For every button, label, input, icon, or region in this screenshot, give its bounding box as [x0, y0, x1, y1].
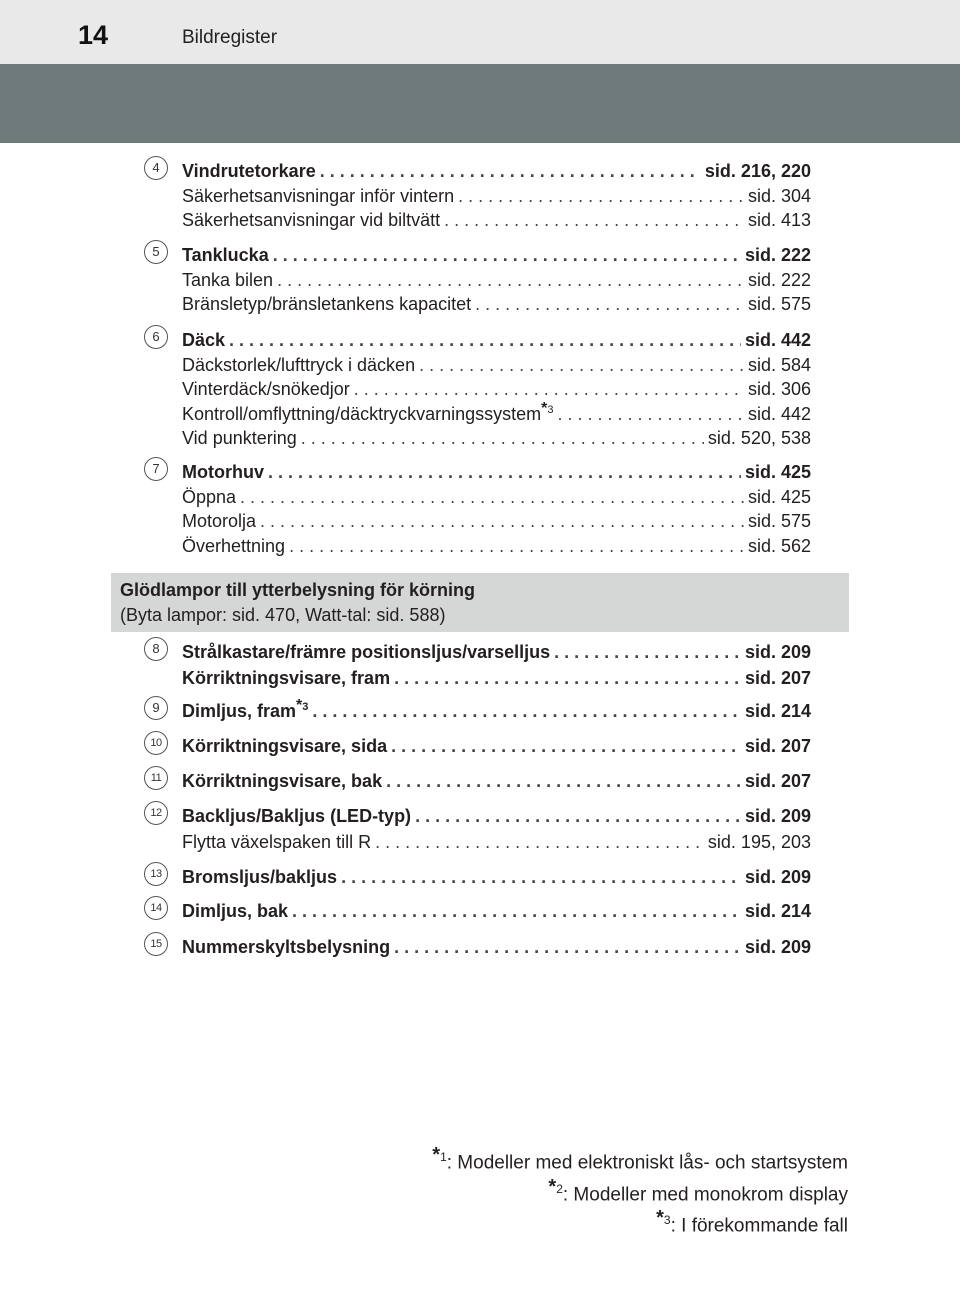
- entry-sub-row[interactable]: [182, 426, 811, 450]
- entry-title: [182, 734, 387, 758]
- entry-title: [182, 899, 288, 923]
- entry-title-row[interactable]: [182, 159, 811, 183]
- entry-number-badge: 9: [144, 696, 168, 720]
- entry-title-text: Vinterdäck/snökedjor: [182, 379, 350, 399]
- dot-leader: [415, 804, 741, 828]
- entry-number-badge: 7: [144, 457, 168, 481]
- entry-sub-row[interactable]: [182, 377, 811, 401]
- entry-title: [182, 292, 471, 316]
- header-band: [0, 64, 960, 143]
- dot-leader: [229, 328, 741, 352]
- footnote-ref: [541, 401, 554, 417]
- entry-title-text: Flytta växelspaken till R: [182, 832, 372, 852]
- entry-page-ref: sid. 562: [747, 535, 811, 556]
- entry-page-ref: sid. 214: [744, 901, 811, 921]
- dot-leader: [375, 830, 704, 854]
- asterisk-icon: *: [296, 699, 303, 714]
- footnote-text: : Modeller med monokrom display: [562, 1184, 848, 1206]
- entry-title-text: Säkerhetsanvisningar inför vintern: [182, 185, 455, 206]
- entry-number-badge: 12: [144, 801, 168, 825]
- dot-leader: [391, 734, 741, 758]
- asterisk-icon: *: [541, 401, 548, 417]
- entry-title: [182, 268, 273, 292]
- entry-title-row[interactable]: [182, 734, 811, 758]
- lamp-section-subheading: (Byta lampor: sid. 470, Watt-tal: sid. 588): [120, 605, 446, 625]
- entry-title-text: Motorolja: [182, 511, 257, 531]
- dot-leader: [458, 184, 744, 208]
- entry-page-ref: sid. 214: [744, 701, 811, 721]
- entry-sub-row[interactable]: [182, 666, 811, 690]
- dot-leader: [419, 353, 744, 377]
- entry-title-text: Tanka bilen: [182, 269, 274, 290]
- entry-page-ref: sid. 209: [744, 642, 811, 662]
- entry-title-row[interactable]: [182, 328, 811, 352]
- entry-title-row[interactable]: [182, 243, 811, 267]
- dot-leader: [292, 899, 741, 923]
- entry-title-text: Öppna: [182, 486, 237, 507]
- entry-sub-row[interactable]: [182, 353, 811, 377]
- entry-title: [182, 377, 350, 401]
- entry-title: [182, 509, 256, 533]
- entry-title-row[interactable]: [182, 699, 811, 723]
- footnote: [548, 1175, 848, 1207]
- dot-leader: [320, 159, 701, 183]
- entry-title: [182, 426, 297, 450]
- footnote-mark-number: 1: [440, 1150, 447, 1164]
- entry-sub-row[interactable]: [182, 268, 811, 292]
- entry-page-ref: sid. 520, 538: [707, 428, 811, 448]
- entry-title-text: Kontroll/omflyttning/däcktryckvarningssystem: [182, 403, 542, 424]
- entry-page-ref: sid. 575: [747, 511, 811, 531]
- section-title: Bildregister: [182, 27, 278, 48]
- dot-leader: [277, 268, 744, 292]
- entry-title: [182, 830, 371, 854]
- dot-leader: [273, 243, 741, 267]
- dot-leader: [444, 208, 744, 232]
- dot-leader: [289, 534, 744, 558]
- entry-title-text: Körriktningsvisare, fram: [182, 668, 391, 688]
- footnote-mark: [656, 1207, 671, 1229]
- dot-leader: [268, 460, 741, 484]
- entry-title: [182, 485, 236, 509]
- footnote-text: : Modeller med elektroniskt lås- och startsystem: [446, 1152, 848, 1174]
- dot-leader: [394, 666, 741, 690]
- page-header: [0, 0, 960, 64]
- footnote-ref-number: 3: [302, 701, 309, 713]
- entry-sub-row[interactable]: [182, 509, 811, 533]
- entry-page-ref: sid. 195, 203: [707, 832, 811, 852]
- dot-leader: [386, 769, 741, 793]
- entry-number-badge: 10: [144, 731, 168, 755]
- entry-page-ref: sid. 304: [747, 185, 811, 206]
- entry-title: [182, 865, 337, 889]
- entry-page-ref: sid. 425: [747, 486, 811, 507]
- footnote-ref: [296, 701, 308, 713]
- entry-title: [182, 460, 264, 484]
- dot-leader: [394, 935, 741, 959]
- entry-sub-row[interactable]: [182, 292, 811, 316]
- entry-title-row[interactable]: [182, 769, 811, 793]
- entry-title: [182, 159, 316, 183]
- entry-page-ref: sid. 209: [744, 867, 811, 887]
- entry-page-ref: sid. 425: [744, 462, 811, 482]
- entry-number-badge: 5: [144, 240, 168, 264]
- entry-title: [182, 640, 550, 664]
- entry-page-ref: sid. 584: [747, 354, 811, 375]
- footnote: [432, 1143, 848, 1175]
- entry-title-row[interactable]: [182, 804, 811, 828]
- entry-sub-row[interactable]: [182, 830, 811, 854]
- entry-page-ref: sid. 216, 220: [704, 161, 811, 181]
- entry-number-badge: 8: [144, 637, 168, 661]
- entry-title: [182, 353, 415, 377]
- entry-title: [182, 208, 440, 232]
- entry-sub-row[interactable]: [182, 534, 811, 558]
- footnote-mark: [548, 1176, 563, 1198]
- dot-leader: [558, 402, 744, 426]
- asterisk-icon: *: [656, 1207, 664, 1229]
- entry-title-text: Körriktningsvisare, bak: [182, 771, 383, 791]
- entry-title: [182, 699, 308, 723]
- asterisk-icon: *: [432, 1144, 441, 1166]
- entry-title-text: Backljus/Bakljus (LED-typ): [182, 806, 412, 826]
- entry-page-ref: sid. 442: [744, 330, 811, 350]
- footnote-mark: [432, 1144, 447, 1166]
- entry-title: [182, 769, 382, 793]
- entry-title-text: Dimljus, fram: [182, 701, 297, 721]
- entry-title: [182, 666, 390, 690]
- entry-title: [182, 243, 269, 267]
- footnote: [656, 1206, 848, 1238]
- dot-leader: [354, 377, 744, 401]
- entry-title: [182, 804, 411, 828]
- entry-page-ref: sid. 222: [744, 245, 811, 265]
- entry-page-ref: sid. 207: [744, 736, 811, 756]
- asterisk-icon: *: [548, 1176, 557, 1198]
- lamp-section-heading: Glödlampor till ytterbelysning för körning: [120, 580, 476, 600]
- entry-number-badge: 4: [144, 156, 168, 180]
- dot-leader: [554, 640, 741, 664]
- entry-number-badge: 15: [144, 932, 168, 956]
- entry-title-text: Motorhuv: [182, 462, 264, 482]
- dot-leader: [312, 699, 741, 723]
- entry-title-text: Säkerhetsanvisningar vid biltvätt: [182, 210, 441, 230]
- entry-title: [182, 935, 390, 959]
- entry-page-ref: sid. 207: [744, 771, 811, 791]
- entry-title-text: Bromsljus/bakljus: [182, 867, 338, 887]
- dot-leader: [301, 426, 704, 450]
- entry-page-ref: sid. 209: [744, 937, 811, 957]
- entry-sub-row[interactable]: [182, 402, 811, 426]
- entry-title-text: Bränsletyp/bränsletankens kapacitet: [182, 294, 472, 314]
- entry-page-ref: sid. 306: [747, 379, 811, 399]
- entry-title-text: Dimljus, bak: [182, 901, 289, 921]
- entry-page-ref: sid. 575: [747, 294, 811, 314]
- entry-title-text: Strålkastare/främre positionsljus/varselljus: [182, 642, 551, 662]
- entry-title-text: Vindrutetorkare: [182, 161, 316, 181]
- dot-leader: [260, 509, 744, 533]
- entry-title: [182, 184, 454, 208]
- entry-title-text: Nummerskyltsbelysning: [182, 937, 391, 957]
- entry-title-row[interactable]: [182, 865, 811, 889]
- entry-number-badge: 14: [144, 896, 168, 920]
- footnote-ref-number: 3: [547, 403, 554, 416]
- entry-title-row[interactable]: [182, 899, 811, 923]
- dot-leader: [240, 485, 744, 509]
- entry-title: [182, 534, 285, 558]
- entry-title-text: Överhettning: [182, 535, 286, 556]
- entry-title-text: Däckstorlek/lufttryck i däcken: [182, 354, 416, 375]
- entry-page-ref: sid. 442: [747, 403, 811, 424]
- page-number: 14: [78, 20, 109, 50]
- entry-number-badge: 13: [144, 862, 168, 886]
- entry-title: [182, 402, 554, 426]
- dot-leader: [475, 292, 744, 316]
- entry-page-ref: sid. 209: [744, 806, 811, 826]
- entry-page-ref: sid. 207: [744, 668, 811, 688]
- entry-title-row[interactable]: [182, 935, 811, 959]
- footnote-text: : I förekommande fall: [670, 1215, 848, 1237]
- lamp-section-box: [111, 573, 849, 632]
- entry-title-text: Körriktningsvisare, sida: [182, 736, 388, 756]
- dot-leader: [341, 865, 741, 889]
- entry-page-ref: sid. 222: [747, 269, 811, 290]
- entry-number-badge: 6: [144, 325, 168, 349]
- entry-sub-row[interactable]: [182, 184, 811, 208]
- footnote-mark-number: 3: [663, 1213, 671, 1227]
- entry-title-row[interactable]: [182, 460, 811, 484]
- entry-sub-row[interactable]: [182, 485, 811, 509]
- entry-sub-row[interactable]: [182, 208, 811, 232]
- entry-page-ref: sid. 413: [747, 210, 811, 230]
- entry-title: [182, 328, 225, 352]
- entry-title-text: Däck: [182, 330, 226, 350]
- entry-number-badge: 11: [144, 766, 168, 790]
- entry-title-row[interactable]: [182, 640, 811, 664]
- entry-title-text: Tanklucka: [182, 245, 269, 265]
- entry-title-text: Vid punktering: [182, 428, 297, 448]
- footnote-mark-number: 2: [556, 1182, 563, 1196]
